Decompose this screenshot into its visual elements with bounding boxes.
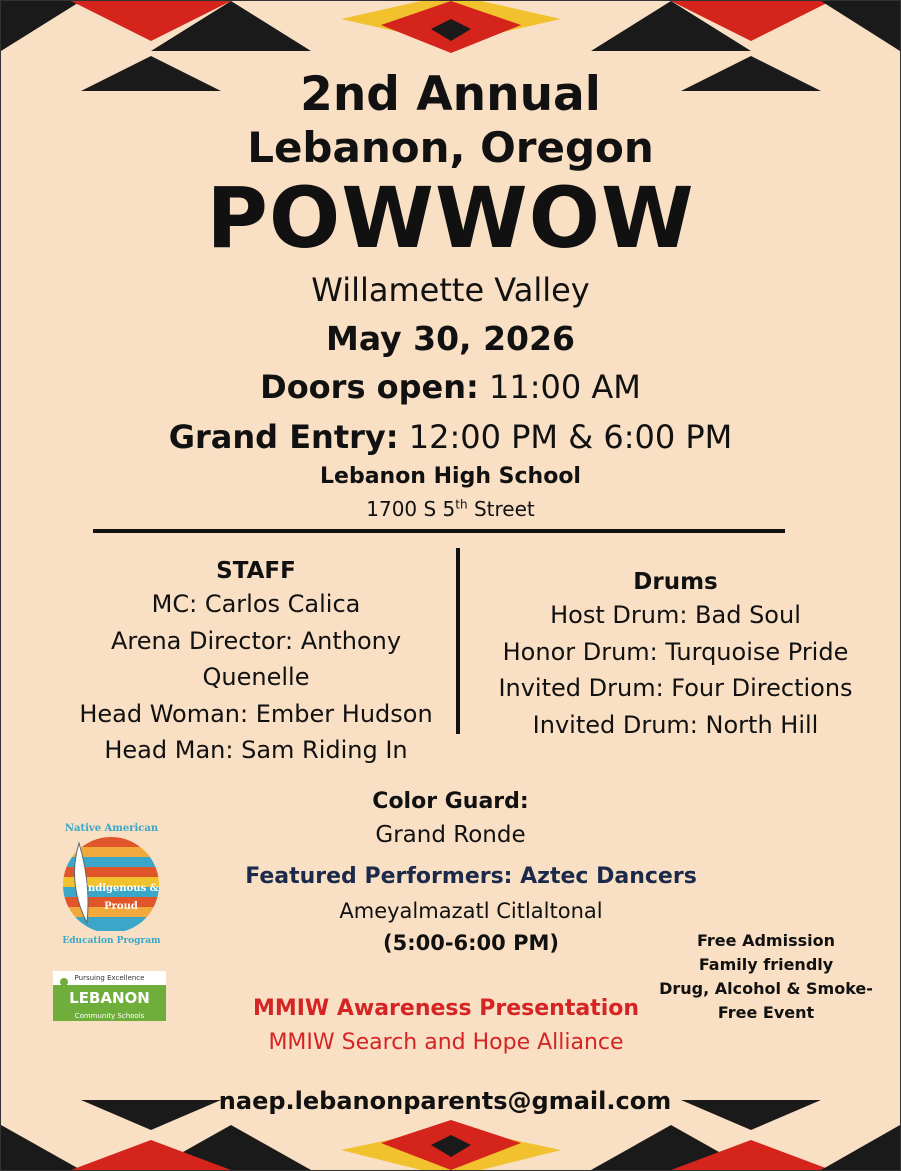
performer-name: Ameyalmazatl Citlaltonal [339,899,603,923]
region-line: Willamette Valley [311,271,590,309]
naep-logo-top-text: Native American [64,823,159,834]
bottom-left-black-triangle [1,1125,81,1170]
location-line: Lebanon, Oregon [247,123,654,172]
lebanon-logo-sub: Community Schools [53,1011,166,1021]
doors-open-time: 11:00 AM [488,368,641,406]
staff-line: Quenelle [202,663,310,691]
mmiw-subtitle: MMIW Search and Hope Alliance [268,1030,624,1055]
drum-line: Host Drum: Bad Soul [550,601,801,629]
color-guard-value: Grand Ronde [375,822,526,848]
staff-heading: STAFF [216,558,296,584]
staff-section [41,556,471,769]
note-line: Free Admission [697,931,835,950]
section-divider [93,529,785,533]
bottom-right-black-triangle [681,1100,821,1130]
naep-logo [49,823,174,948]
staff-line: Head Man: Sam Riding In [104,736,408,764]
naep-logo-mid-text-2: Proud [104,901,138,912]
staff-line: MC: Carlos Calica [151,590,361,618]
bottom-border-pattern [1,1095,900,1170]
doors-open-label: Doors open: [260,368,479,406]
contact-email: naep.lebanonparents@gmail.com [218,1087,672,1115]
leaf-icon [59,977,69,987]
bottom-left-black-triangle [81,1100,221,1130]
drum-line: Honor Drum: Turquoise Pride [502,637,849,666]
event-title: POWWOW [206,169,695,267]
lebanon-schools-logo [53,971,166,1021]
edition-line: 2nd Annual [300,67,601,122]
staff-line: Head Woman: Ember Hudson [79,699,433,728]
naep-logo-bottom-text: Education Program [62,936,161,946]
grand-entry-times: 12:00 PM & 6:00 PM [408,418,733,456]
lebanon-logo-name: LEBANON [53,985,166,1011]
drum-line: Invited Drum: North Hill [532,710,819,739]
mmiw-title: MMIW Awareness Presentation [252,996,640,1021]
top-right-black-triangle [821,1,900,51]
featured-performers: Featured Performers: Aztec Dancers [245,864,697,889]
color-guard-label: Color Guard: [372,789,529,814]
doors-open-line [1,368,900,406]
top-left-black-triangle [1,1,81,51]
staff-line: Arena Director: Anthony [110,626,402,655]
venue-address: 1700 S 5th Street [366,497,535,521]
venue-name: Lebanon High School [320,464,581,489]
grand-entry-label: Grand Entry: [168,418,399,456]
lebanon-logo-tagline: Pursuing Excellence [74,974,145,982]
note-line: Drug, Alcohol & Smoke- [659,979,873,998]
drum-line: Invited Drum: Four Directions [498,674,853,702]
performance-time: (5:00-6:00 PM) [383,931,559,955]
bottom-right-black-triangle [821,1125,900,1170]
grand-entry-line [1,418,900,456]
note-line: Free Event [717,1003,815,1022]
event-date: May 30, 2026 [326,319,575,358]
drums-section [463,567,888,743]
note-line: Family friendly [698,955,834,974]
drums-heading: Drums [633,569,718,595]
naep-logo-mid-text: Indigenous & [83,883,159,894]
